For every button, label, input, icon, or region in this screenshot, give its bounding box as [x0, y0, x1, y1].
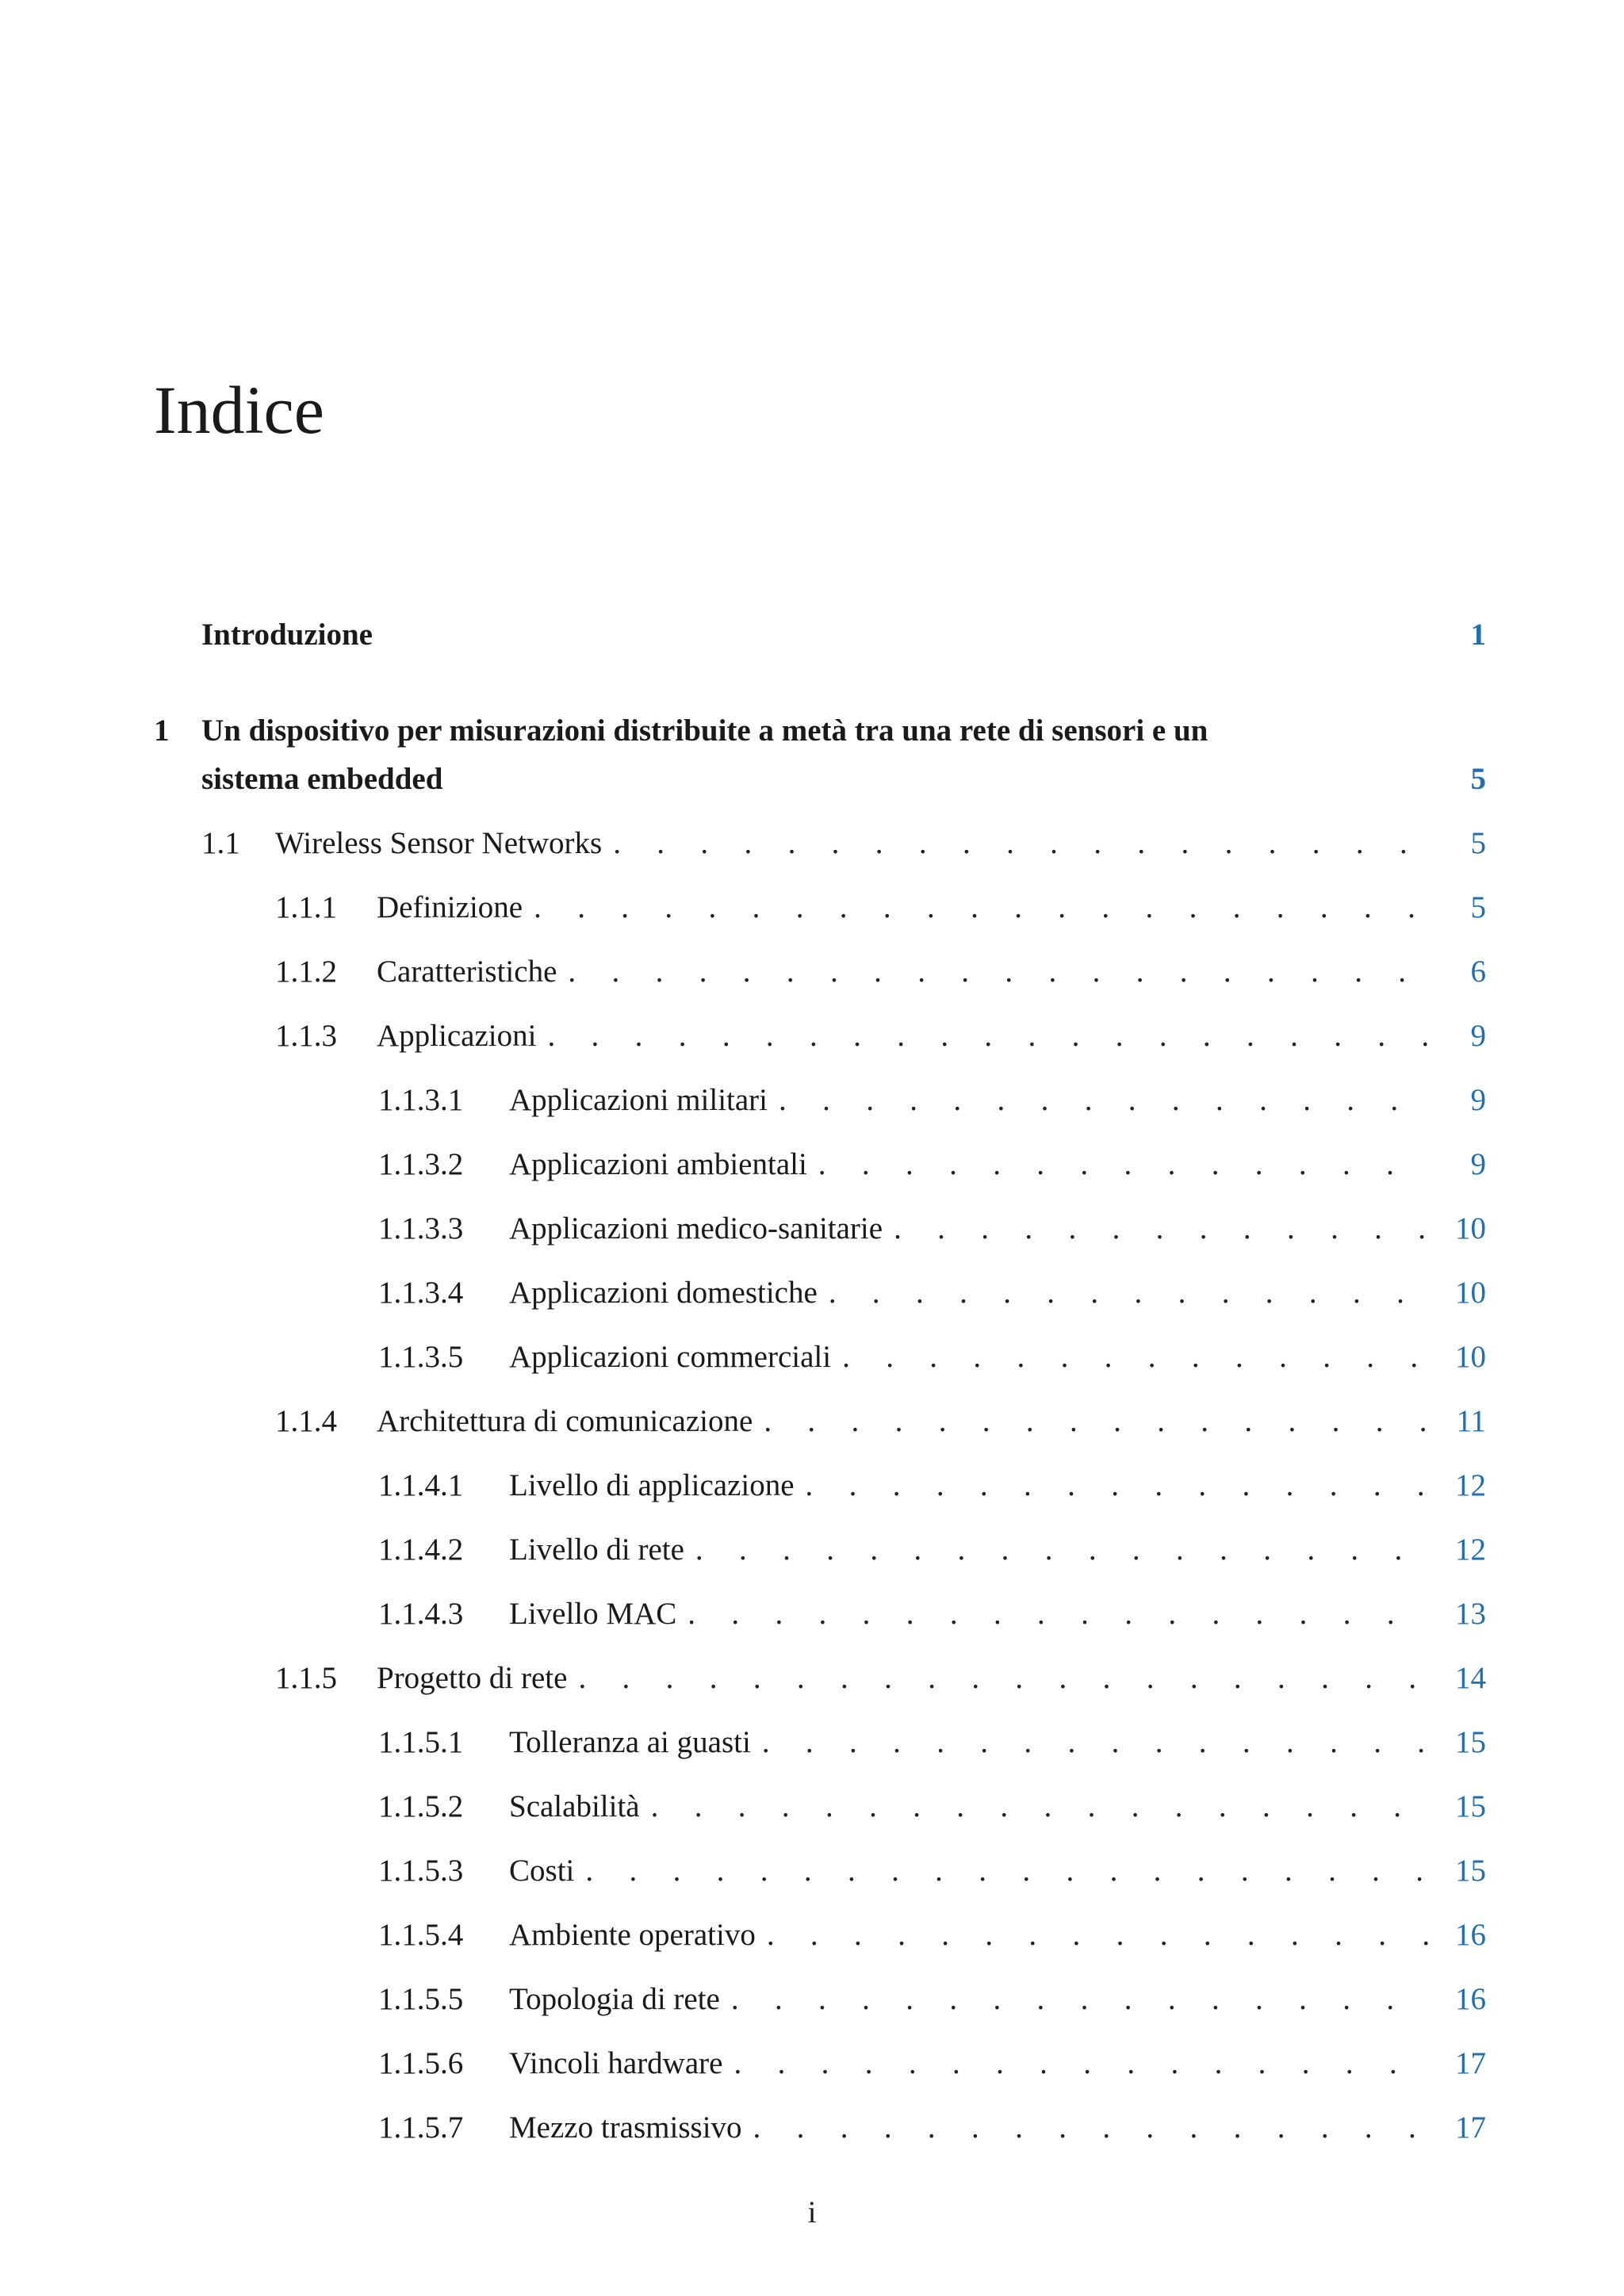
toc-entry-subsection[interactable] — [275, 1659, 1486, 1698]
toc-entry-title: Ambiente operativo — [509, 1918, 756, 1952]
toc-entry-page[interactable]: 15 — [1455, 1854, 1486, 1888]
toc-entry-page[interactable]: 5 — [1470, 890, 1486, 924]
toc-leader-dots — [651, 1787, 1429, 1827]
toc-entry-title: Tolleranza ai guasti — [509, 1725, 751, 1759]
toc-entry-number: 1.1.5.5 — [378, 1982, 464, 2016]
toc-entry-title: Livello MAC — [509, 1597, 677, 1631]
toc-entry-number: 1.1.3.5 — [378, 1340, 464, 1374]
toc-entry-number: 1.1.4.1 — [378, 1468, 464, 1502]
toc-entry-number: 1.1.4 — [275, 1404, 337, 1438]
toc-entry-page[interactable]: 17 — [1455, 2046, 1486, 2080]
toc-entry-page[interactable]: 15 — [1455, 1725, 1486, 1759]
toc-entry-page[interactable]: 9 — [1470, 1147, 1486, 1181]
toc-entry-number: 1.1.5.7 — [378, 2110, 464, 2145]
toc-leader-dots — [764, 1402, 1429, 1441]
toc-leader-dots — [818, 1145, 1429, 1184]
page-title: Indice — [154, 372, 324, 448]
toc-entry-number: 1.1.5.1 — [378, 1725, 464, 1759]
toc-leader-dots — [695, 1530, 1429, 1570]
toc-entry-title: Livello di applicazione — [509, 1468, 795, 1502]
toc-entry-title: Scalabilità — [509, 1789, 640, 1823]
toc-entry-number: 1.1.3.3 — [378, 1211, 464, 1246]
toc-entry-number: 1.1.2 — [275, 955, 337, 989]
toc-leader-dots — [585, 1851, 1429, 1891]
toc-entry-page[interactable]: 16 — [1455, 1918, 1486, 1952]
toc-leader-dots — [534, 888, 1429, 928]
toc-entry-title: Introduzione — [201, 618, 373, 652]
toc-entry-page[interactable]: 14 — [1455, 1661, 1486, 1695]
toc-entry-subsubsection[interactable] — [378, 1594, 1486, 1634]
toc-entry-number: 1.1.4.3 — [378, 1597, 464, 1631]
toc-entry-subsubsection[interactable] — [378, 2044, 1486, 2084]
toc-leader-dots — [733, 2044, 1429, 2084]
toc-entry-page[interactable]: 10 — [1455, 1211, 1486, 1246]
toc-entry-title: Livello di rete — [509, 1533, 684, 1567]
toc-entry-title: Applicazioni militari — [509, 1083, 768, 1117]
toc-entry-number: 1.1.5.6 — [378, 2046, 464, 2080]
toc-entry-title: Applicazioni domestiche — [509, 1276, 818, 1310]
toc-leader-dots — [762, 1723, 1429, 1762]
toc-entry-subsubsection[interactable] — [378, 1787, 1486, 1827]
toc-entry-subsubsection[interactable] — [378, 1081, 1486, 1120]
toc-entry-page[interactable]: 1 — [1470, 618, 1486, 652]
toc-entry-subsection[interactable] — [275, 1402, 1486, 1441]
toc-entry-number: 1.1.3.2 — [378, 1147, 464, 1181]
toc-entry-title: Applicazioni ambientali — [509, 1147, 807, 1181]
toc-entry-subsubsection[interactable] — [378, 1530, 1486, 1570]
page-number: i — [807, 2195, 817, 2229]
toc-chapter-title-line1[interactable] — [201, 711, 1486, 751]
toc-leader-dots — [894, 1209, 1429, 1249]
toc-entry-page[interactable]: 15 — [1455, 1789, 1486, 1823]
toc-entry-number: 1.1.3 — [275, 1019, 337, 1053]
toc-entry-title: Applicazioni — [377, 1019, 537, 1053]
toc-entry-subsubsection[interactable] — [378, 1980, 1486, 2019]
toc-leader-dots — [547, 1016, 1429, 1056]
toc-entry-subsection[interactable] — [275, 1016, 1486, 1056]
toc-entry-title: Architettura di comunicazione — [377, 1404, 753, 1438]
toc-entry-chapter-1[interactable] — [201, 760, 1486, 799]
toc-leader-dots — [688, 1594, 1429, 1634]
toc-entry-title: Applicazioni medico-sanitarie — [509, 1211, 883, 1246]
toc-leader-dots — [613, 824, 1429, 863]
toc-entry-number: 1.1.5.2 — [378, 1789, 464, 1823]
toc-entry-number: 1.1.1 — [275, 890, 337, 924]
toc-entry-title: Un dispositivo per misurazioni distribuite a metà tra una rete di sensori e un — [201, 714, 1208, 748]
toc-entry-page[interactable]: 9 — [1470, 1083, 1486, 1117]
toc-entry-title: Applicazioni commerciali — [509, 1340, 832, 1374]
toc-entry-title: sistema embedded — [201, 762, 443, 796]
toc-entry-title: Caratteristiche — [377, 955, 557, 989]
toc-entry-number: 1.1.3.1 — [378, 1083, 464, 1117]
toc-entry-number: 1.1.4.2 — [378, 1533, 464, 1567]
toc-leader-dots — [568, 952, 1429, 992]
toc-entry-number: 1.1.5 — [275, 1661, 337, 1695]
toc-entry-number: 1.1.3.4 — [378, 1276, 464, 1310]
toc-entry-subsubsection[interactable] — [378, 1145, 1486, 1184]
toc-entry-page[interactable]: 12 — [1455, 1533, 1486, 1567]
toc-entry-subsection[interactable] — [275, 888, 1486, 928]
toc-entry-subsubsection[interactable] — [378, 1723, 1486, 1762]
toc-entry-section[interactable] — [201, 824, 1486, 863]
toc-entry-number: 1 — [154, 714, 170, 748]
toc-entry-subsubsection[interactable] — [378, 1209, 1486, 1249]
toc-entry-title: Mezzo trasmissivo — [509, 2110, 742, 2145]
toc-entry-title: Definizione — [377, 890, 523, 924]
toc-entry-subsubsection[interactable] — [378, 1337, 1486, 1377]
toc-entry-number: 1.1 — [201, 826, 240, 860]
toc-leader-dots — [731, 1980, 1429, 2019]
toc-entry-introduzione[interactable] — [201, 615, 1486, 655]
toc-entry-page[interactable]: 17 — [1455, 2110, 1486, 2145]
toc-entry-title: Topologia di rete — [509, 1982, 720, 2016]
toc-leader-dots — [829, 1273, 1429, 1313]
toc-entry-title: Progetto di rete — [377, 1661, 568, 1695]
toc-entry-subsubsection[interactable] — [378, 1273, 1486, 1313]
toc-entry-page[interactable]: 6 — [1470, 955, 1486, 989]
toc-leader-dots — [842, 1337, 1429, 1377]
toc-entry-title: Vincoli hardware — [509, 2046, 723, 2080]
toc-entry-number: 1.1.5.3 — [378, 1854, 464, 1888]
toc-entry-page[interactable]: 10 — [1455, 1276, 1486, 1310]
toc-leader-dots — [753, 2108, 1429, 2148]
toc-entry-page[interactable]: 16 — [1455, 1982, 1486, 2016]
toc-entry-subsubsection[interactable] — [378, 1466, 1486, 1506]
toc-leader-dots — [806, 1466, 1429, 1506]
toc-entry-subsubsection[interactable] — [378, 1915, 1486, 1955]
toc-leader-dots — [779, 1081, 1429, 1120]
toc-entry-page[interactable]: 13 — [1455, 1597, 1486, 1631]
toc-entry-subsection[interactable] — [275, 952, 1486, 992]
toc-leader-dots — [578, 1659, 1429, 1698]
toc-entry-subsubsection[interactable] — [378, 1851, 1486, 1891]
toc-entry-page[interactable]: 5 — [1470, 762, 1486, 796]
toc-entry-number: 1.1.5.4 — [378, 1918, 464, 1952]
toc-entry-title: Costi — [509, 1854, 575, 1888]
toc-entry-title: Wireless Sensor Networks — [275, 826, 603, 860]
toc-entry-page[interactable]: 5 — [1470, 826, 1486, 860]
toc-entry-page[interactable]: 12 — [1455, 1468, 1486, 1502]
toc-entry-page[interactable]: 9 — [1470, 1019, 1486, 1053]
toc-entry-page[interactable]: 11 — [1456, 1404, 1486, 1438]
toc-entry-page[interactable]: 10 — [1455, 1340, 1486, 1374]
toc-entry-subsubsection[interactable] — [378, 2108, 1486, 2148]
toc-leader-dots — [767, 1915, 1429, 1955]
